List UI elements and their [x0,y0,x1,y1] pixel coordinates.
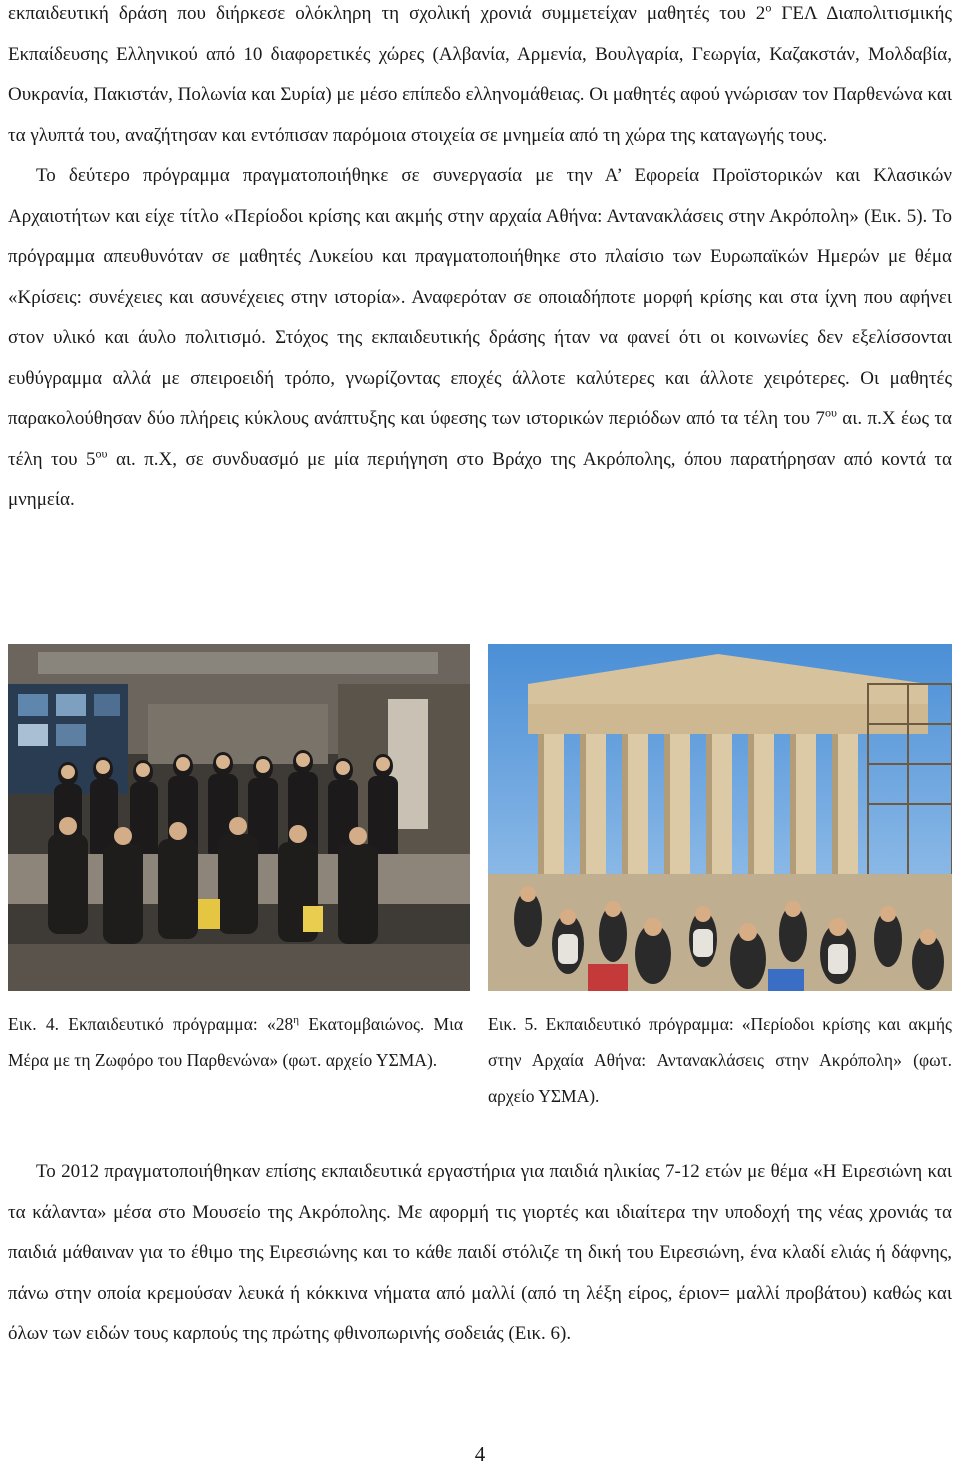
body-paragraph [8,0,952,521]
acropolis-parthenon-photo [488,644,952,991]
superscript: ου [824,405,837,420]
paragraph2-text-a: Το δεύτερο πρόγραμμα πραγματοποιήθηκε σε συνεργασία με την Α’ Εφορεία Προϊστορικών και Κλασικών Αρχαιοτήτων και είχε τίτλο «Περίοδοι κρίσης και ακμής στην αρχαία Αθήνα: Αντανακλάσεις στην Ακρόπολη» (Εικ. 5). Το πρόγραμμα απευθυνόταν σε μαθητές Λυκείου και πραγματοποιήθηκε στο πλαίσιο των Ευρωπαϊκών Ημερών με θέμα «Κρίσεις: συνέχειες και ασυνέχειες στην ιστορία». Αναφερόταν σε οποιαδήποτε μορφή κρίσης και στα ίχνη που αφήνει στον υλικό και άυλο πολιτισμό. Στόχος της εκπαιδευτικής δράσης ήταν να φανεί ότι οι κοινωνίες δεν εξελίσσονται ευθύγραμμα αλλά με σπειροειδή τρόπο, γνωρίζοντας εποχές άλλοτε καλύτερες και άλλοτε χειρότερες. Οι μαθητές παρακολούθησαν δύο πλήρεις κύκλους ανάπτυξης και ύφεσης των ιστορικών περιόδων από τα τέλη του 7 [8,165,952,429]
body-paragraph [8,1152,952,1355]
figure4-caption [8,1006,463,1078]
caption1-text-a: Εικ. 4. Εκπαιδευτικό πρόγραμμα: «28 [8,1014,294,1034]
paragraph1-text-a: εκπαιδευτική δράση που διήρκεσε ολόκληρη τη σχολική χρονιά συμμετείχαν μαθητές του 2 [8,3,766,24]
paragraph1-text-b: ΓΕΛ Διαπολιτισμικής Εκπαίδευσης Ελληνικού από 10 διαφορετικές χώρες (Αλβανία, Αρμενία, Βουλγαρία, Γεωργία, Καζακστάν, Μολδαβία, Ουκρανία, Πακιστάν, Πολωνία και Συρία) με μέσο επίπεδο ελληνομάθειας. Οι μαθητές αφού γνώρισαν τον Παρθενώνα και τα γλυπτά του, αναζήτησαν και εντόπισαν παρόμοια στοιχεία σε μνημεία από τη χώρα της καταγωγής τους. [8,3,952,146]
superscript: ου [95,446,108,461]
superscript: η [293,1014,300,1027]
paragraph3-text: Το 2012 πραγματοποιήθηκαν επίσης εκπαιδευτικά εργαστήρια για παιδιά ηλικίας 7-12 ετών με θέμα «Η Ειρεσιώνη και τα κάλαντα» μέσα στο Μουσείο της Ακρόπολης. Με αφορμή τις γιορτές και ιδιαίτερα την υποδοχή της νέας χρονιάς τα παιδιά μάθαιναν για το έθιμο της Ειρεσιώνης και το κάθε παιδί στόλιζε τη δική του Ειρεσιώνη, ένα κλαδί ελιάς ή δάφνης, πάνω στην οποία κρεμούσαν λευκά ή κόκκινα νήματα από μαλλί (από τη λέξη είρος, έριον= μαλλί προβάτου) καθώς και όλων των ειδών τους καρπούς της πρώτης φθινοπωρινής σοδειάς (Εικ. 6). [8,1161,952,1344]
page-number: 4 [474,1442,486,1466]
paragraph2-text-c: αι. π.Χ, σε συνδυασμό με μία περιήγηση στο Βράχο της Ακρόπολης, όπου παρατήρησαν από κοντά τα μνημεία. [8,448,952,510]
caption1-text-b: Εκατομβαιώνος. Μια Μέρα με τη Ζωφόρο του Παρθενώνα» (φωτ. αρχείο ΥΣΜΑ). [8,1014,463,1070]
paragraph2-text-b: αι. π.Χ έως τα τέλη του 5 [8,408,953,470]
museum-group-photo [8,644,470,991]
figure5-caption: Εικ. 5. Εκπαιδευτικό πρόγραμμα: «Περίοδοι κρίσης και ακμής στην Αρχαία Αθήνα: Αντανακλάσεις στην Ακρόπολη» (φωτ. αρχείο ΥΣΜΑ). [488,1014,952,1106]
superscript: ο [765,0,772,15]
